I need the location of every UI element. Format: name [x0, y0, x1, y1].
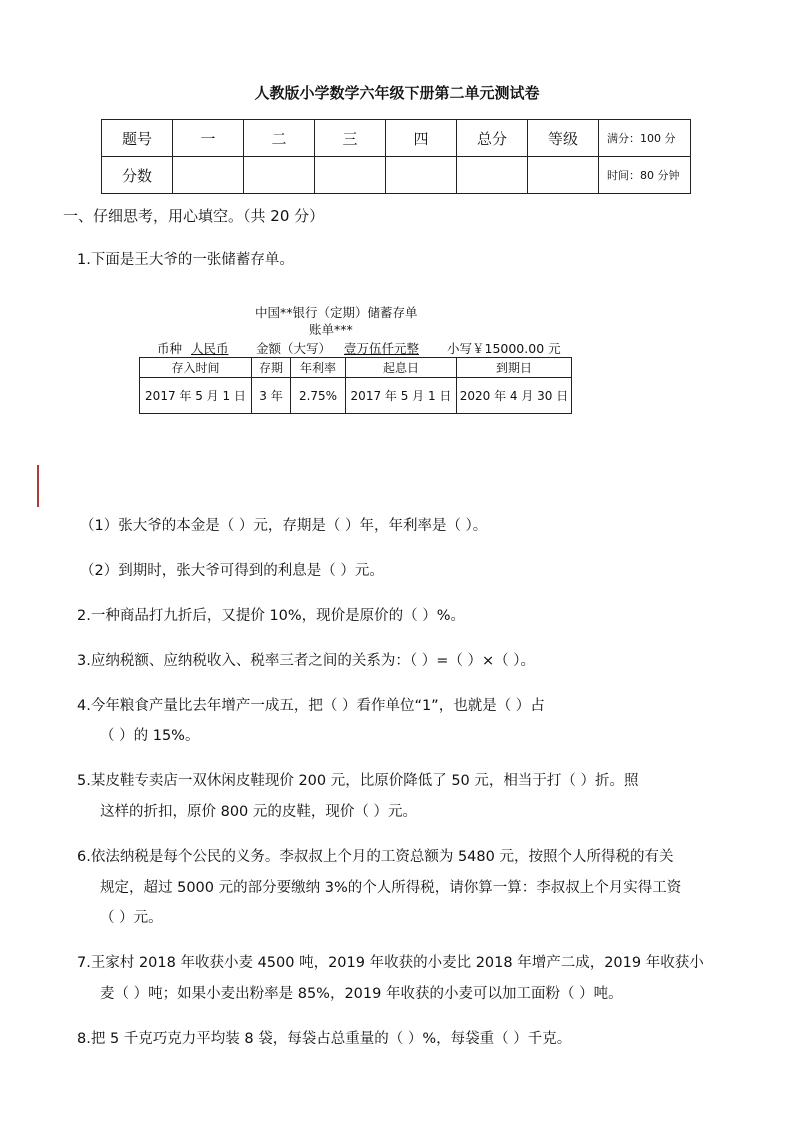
amount-text: 壹万伍仟元整: [344, 341, 420, 356]
deposit-header-cell: 起息日: [346, 358, 457, 378]
score-input-cell[interactable]: [173, 157, 244, 194]
question-2: 2.一种商品打九折后，又提价 10%，现价是原价的（ ）%。: [77, 608, 466, 624]
currency-label: 币种: [157, 341, 183, 356]
question-6: 6.依法纳税是每个公民的义务。李叔叔上个月的工资总额为 5480 元，按照个人所得税的有关: [77, 849, 674, 865]
deposit-header-cell: 到期日: [457, 358, 572, 378]
question-6-continued-2: （ ）元。: [100, 910, 163, 926]
deposit-table: [139, 357, 572, 414]
score-header-cell: 题号: [102, 120, 173, 157]
deposit-value-cell: 2.75%: [291, 378, 346, 414]
score-header-cell: 等级: [528, 120, 599, 157]
score-input-cell[interactable]: [315, 157, 386, 194]
question-6-continued: 规定，超过 5000 元的部分要缴纳 3%的个人所得税，请你算一算：李叔叔上个月实得工资: [100, 880, 682, 896]
score-header-cell: 总分: [457, 120, 528, 157]
deposit-slip-title: 中国**银行（定期）储蓄存单: [255, 305, 418, 320]
deposit-value-cell: 2017 年 5 月 1 日: [346, 378, 457, 414]
score-header-cell: 三: [315, 120, 386, 157]
deposit-account: 账单***: [309, 322, 353, 337]
question-4: 4.今年粮食产量比去年增产一成五，把（ ）看作单位“1”，也就是（ ）占: [77, 698, 545, 714]
deposit-value-cell: 3 年: [252, 378, 291, 414]
page-title: 人教版小学数学六年级下册第二单元测试卷: [254, 84, 540, 102]
score-table: [101, 119, 691, 194]
question-1-part-2: （2）到期时，张大爷可得到的利息是（ ）元。: [80, 563, 384, 579]
question-4-continued: （ ）的 15%。: [100, 728, 200, 744]
question-8: 8.把 5 千克巧克力平均装 8 袋，每袋占总重量的（ ）%，每袋重（ ）千克。: [77, 1031, 572, 1047]
question-7: 7.王家村 2018 年收获小麦 4500 吨，2019 年收获的小麦比 2018 年增产二成，2019 年收获小: [77, 955, 704, 971]
section-heading: 一、仔细思考，用心填空。（共 20 分）: [63, 207, 325, 225]
score-header-cell: 一: [173, 120, 244, 157]
margin-mark: [37, 465, 39, 507]
score-input-cell[interactable]: [386, 157, 457, 194]
question-5: 5.某皮鞋专卖店一双休闲皮鞋现价 200 元，比原价降低了 50 元，相当于打（ ）折。照: [77, 773, 639, 789]
question-3: 3.应纳税额、应纳税收入、税率三者之间的关系为：（ ）=（ ）×（ ）。: [77, 653, 535, 669]
question-7-continued: 麦（ ）吨；如果小麦出粉率是 85%，2019 年收获的小麦可以加工面粉（ ）吨。: [100, 986, 623, 1002]
deposit-value-row: [140, 378, 572, 414]
score-header-cell: 二: [244, 120, 315, 157]
question-1: 1.下面是王大爷的一张储蓄存单。: [77, 252, 294, 268]
question-1-part-1: （1）张大爷的本金是（ ）元，存期是（ ）年，年利率是（ ）。: [80, 518, 488, 534]
score-table-header-row: [102, 120, 691, 157]
amount-label: 金额（大写）: [256, 341, 332, 356]
currency-value: 人民币: [191, 341, 229, 356]
score-input-cell[interactable]: [457, 157, 528, 194]
full-marks-note: 满分：100 分: [599, 120, 691, 157]
deposit-header-cell: 存入时间: [140, 358, 252, 378]
score-header-cell: 四: [386, 120, 457, 157]
score-input-cell[interactable]: [244, 157, 315, 194]
deposit-value-cell: 2020 年 4 月 30 日: [457, 378, 572, 414]
time-limit-note: 时间：80 分钟: [599, 157, 691, 194]
deposit-value-cell: 2017 年 5 月 1 日: [140, 378, 252, 414]
deposit-header-row: [140, 358, 572, 378]
score-input-cell[interactable]: [528, 157, 599, 194]
score-table-score-row: [102, 157, 691, 194]
amount-small: 小写￥15000.00 元: [447, 341, 561, 356]
deposit-header-cell: 存期: [252, 358, 291, 378]
deposit-header-cell: 年利率: [291, 358, 346, 378]
question-5-continued: 这样的折扣，原价 800 元的皮鞋，现价（ ）元。: [100, 804, 418, 820]
score-label-cell: 分数: [102, 157, 173, 194]
